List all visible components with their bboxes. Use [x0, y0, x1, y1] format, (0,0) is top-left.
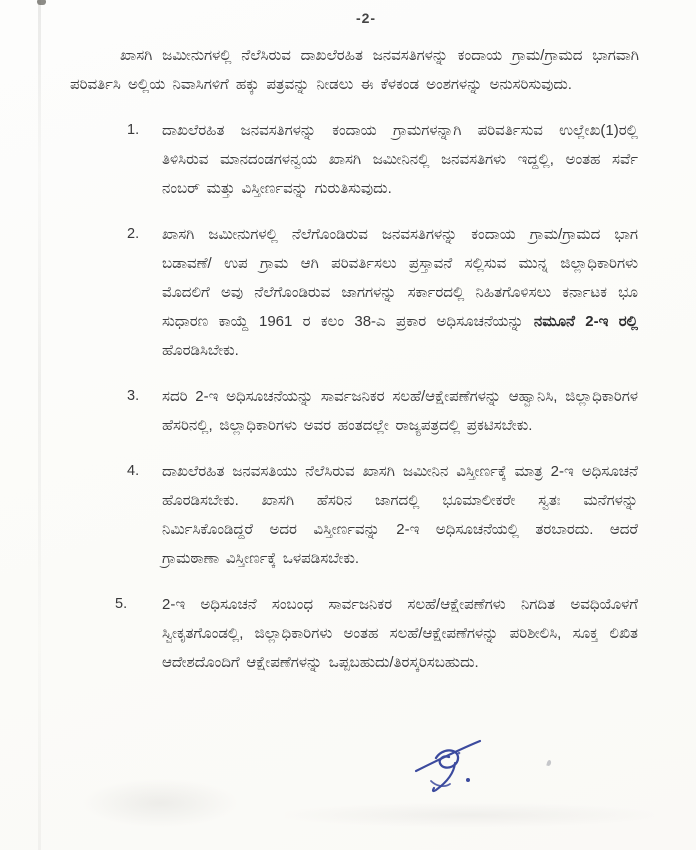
signature-flick-stroke: [431, 781, 450, 786]
item-number: 4.: [127, 463, 140, 479]
signature-ink-speck: [458, 752, 461, 755]
list-item: [113, 382, 638, 440]
intro-paragraph: ಖಾಸಗಿ ಜಮೀನುಗಳಲ್ಲಿ ನೆಲೆಸಿರುವ ದಾಖಲೆರಹಿತ ಜನವಸತಿಗಳನ್ನು ಕಂದಾಯ ಗ್ರಾಮ/ಗ್ರಾಮದ ಭಾಗವಾಗಿ ಪರಿವರ್ತಿಸಿ ಅಲ್ಲಿಯ ನಿವಾಸಿಗಳಿಗೆ ಹಕ್ಕು ಪತ್ರವನ್ನು ನೀಡಲು ಈ ಕೆಳಕಂಡ ಅಂಶಗಳನ್ನು ಅನುಸರಿಸುವುದು.: [70, 47, 639, 93]
list-item: [113, 116, 638, 203]
item-text-segment: ದಾಖಲೆರಹಿತ ಜನವಸತಿಗಳನ್ನು ಕಂದಾಯ ಗ್ರಾಮಗಳನ್ನಾಗಿ ಪರಿವರ್ತಿಸುವ ಉಲ್ಲೇಖ(1)ರಲ್ಲಿ ತಿಳಿಸಿರುವ ಮಾನದಂಡಗಳನ್ವಯ ಖಾಸಗಿ ಜಮೀನಿನಲ್ಲಿ ಜನವಸತಿಗಳು ಇದ್ದಲ್ಲಿ, ಅಂತಹ ಸರ್ವೆ ನಂಬರ್ ಮತ್ತು ವಿಸ್ತೀರ್ಣವನ್ನು ಗುರುತಿಸುವುದು.: [162, 122, 638, 197]
item-text-segment: ಖಾಸಗಿ ಜಮೀನುಗಳಲ್ಲಿ ನೆಲೆಗೊಂಡಿರುವ ಜನವಸತಿಗಳನ್ನು ಕಂದಾಯ ಗ್ರಾಮ/ಗ್ರಾಮದ ಭಾಗ ಬಡಾವಣೆ/ ಉಪ ಗ್ರಾಮ ಆಗಿ ಪರಿವರ್ತಿಸಲು ಪ್ರಸ್ತಾವನೆ ಸಲ್ಲಿಸುವ ಮುನ್ನ ಜಿಲ್ಲಾಧಿಕಾರಿಗಳು ಮೊದಲಿಗೆ ಅವು ನೆಲೆಗೊಂಡಿರುವ ಜಾಗಗಳನ್ನು ಸರ್ಕಾರದಲ್ಲಿ ನಿಹಿತಗೊಳಿಸಲು ಕರ್ನಾಟಕ ಭೂ ಸುಧಾರಣ ಕಾಯ್ದೆ 1961 ರ ಕಲಂ 38-ಎ ಪ್ರಕಾರ ಅಧಿಸೂಚನೆಯನ್ನು: [162, 226, 638, 330]
item-number: 3.: [127, 388, 140, 404]
document-body: [0, 41, 696, 694]
item-text-segment: 2-ಇ ಅಧಿಸೂಚನೆ ಸಂಬಂಧ ಸಾರ್ವಜನಿಕರ ಸಲಹೆ/ಆಕ್ಷೇಪಣೆಗಳು ನಿಗದಿತ ಅವಧಿಯೊಳಗೆ ಸ್ವೀಕೃತಗೊಂಡಲ್ಲಿ, ಜಿಲ್ಲಾಧಿಕಾರಿಗಳು ಅಂತಹ ಸಲಹೆ/ಆಕ್ಷೇಪಣೆಗಳನ್ನು ಪರಿಶೀಲಿಸಿ, ಸೂಕ್ತ ಲಿಖಿತ ಆದೇಶದೊಂದಿಗೆ ಆಕ್ಷೇಪಣೆಗಳನ್ನು ಒಪ್ಪಬಹುದು/ತಿರಸ್ಕರಿಸಬಹುದು.: [162, 596, 638, 671]
item-text-segment: ಹೊರಡಿಸಿಬೇಕು.: [162, 342, 239, 359]
handwritten-signature-mark: [402, 733, 537, 818]
item-text: [162, 116, 638, 203]
item-number: 1.: [127, 122, 140, 138]
item-text-segment: ಸದರಿ 2-ಇ ಅಧಿಸೂಚನೆಯನ್ನು ಸಾರ್ವಜನಿಕರ ಸಲಹೆ/ಆಕ್ಷೇಪಣೆಗಳನ್ನು ಆಹ್ವಾನಿಸಿ, ಜಿಲ್ಲಾಧಿಕಾರಿಗಳ ಹೆಸರಿನಲ್ಲಿ, ಜಿಲ್ಲಾಧಿಕಾರಿಗಳು ಅವರ ಹಂತದಲ್ಲೇ ರಾಜ್ಯಪತ್ರದಲ್ಲಿ ಪ್ರಕಟಿಸಬೇಕು.: [162, 388, 638, 434]
ink-speck: [546, 760, 551, 767]
scan-smudge-bottom-left: [80, 778, 240, 828]
list-item: [113, 457, 638, 573]
list-item: [113, 220, 638, 365]
item-text-segment: ದಾಖಲೆರಹಿತ ಜನವಸತಿಯು ನೆಲೆಸಿರುವ ಖಾಸಗಿ ಜಮೀನಿನ ವಿಸ್ತೀರ್ಣಕ್ಕೆ ಮಾತ್ರ 2-ಇ ಅಧಿಸೂಚನೆ ಹೊರಡಿಸಬೇಕು. ಖಾಸಗಿ ಹೆಸರಿನ ಜಾಗದಲ್ಲಿ ಭೂಮಾಲೀಕರೇ ಸ್ವತಃ ಮನೆಗಳನ್ನು ನಿರ್ಮಿಸಿಕೊಂಡಿದ್ದರೆ ಅದರ ವಿಸ್ತೀರ್ಣವನ್ನು 2-ಇ ಅಧಿಸೂಚನೆಯಲ್ಲಿ ತರಬಾರದು. ಆದರೆ ಗ್ರಾಮಠಾಣಾ ವಿಸ್ತೀರ್ಣಕ್ಕೆ ಒಳಪಡಿಸಬೇಕು.: [162, 463, 638, 567]
item-number: 5.: [115, 596, 128, 612]
item-number: 2.: [127, 226, 140, 242]
signature-period-dot: [466, 778, 470, 782]
page-number: -2-: [355, 10, 377, 26]
numbered-list: [0, 116, 696, 677]
item-text-bold-segment: ನಮೂನೆ 2-ಇ ರಲ್ಲಿ: [533, 313, 638, 330]
item-text: [162, 382, 638, 440]
item-text: [162, 457, 638, 573]
scan-smudge-top-left: [37, 0, 46, 5]
item-text: [162, 590, 638, 677]
item-text: [162, 220, 638, 365]
list-item: [113, 590, 638, 677]
